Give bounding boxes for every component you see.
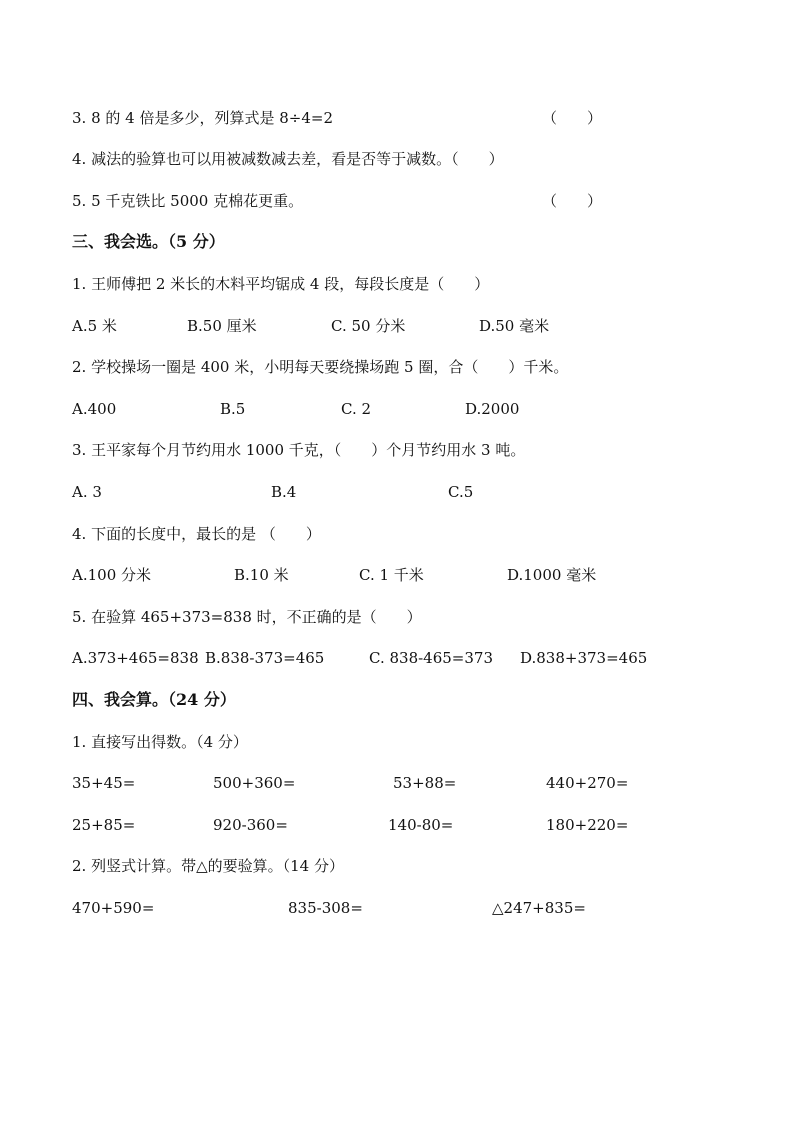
choose-q1-option-a: A.5 米	[72, 317, 117, 335]
choose-q2-option-c: C. 2	[341, 400, 372, 418]
choose-q5-option-d: D.838+373=465	[520, 649, 648, 667]
choose-q2-option-d: D.2000	[465, 400, 520, 418]
vertical-calc-expression: 835-308=	[288, 899, 363, 917]
choose-q3-option-c: C.5	[448, 483, 474, 501]
section-heading-choose: 三、我会选。（5 分）	[72, 232, 225, 251]
choose-q1-option-d: D.50 毫米	[479, 317, 550, 335]
calc-expression: 500+360=	[213, 774, 296, 792]
choose-question-5: 5. 在验算 465+373=838 时，不正确的是（ ）	[72, 608, 422, 626]
section-heading-calc: 四、我会算。（24 分）	[72, 690, 236, 709]
choose-question-3: 3. 王平家每个月节约用水 1000 千克，（ ）个月节约用水 3 吨。	[72, 441, 526, 459]
calc-expression: 440+270=	[546, 774, 629, 792]
judge-item-5: 5. 5 千克铁比 5000 克棉花更重。	[72, 192, 304, 210]
choose-q1-option-c: C. 50 分米	[331, 317, 406, 335]
choose-q3-option-a: A. 3	[72, 483, 102, 501]
choose-q5-option-b: B.838-373=465	[205, 649, 325, 667]
choose-q4-option-a: A.100 分米	[72, 566, 151, 584]
vertical-calc-expression: 470+590=	[72, 899, 155, 917]
choose-q4-option-b: B.10 米	[234, 566, 289, 584]
judge-item-3: 3. 8 的 4 倍是多少，列算式是 8÷4=2	[72, 109, 334, 127]
calc-part2-title: 2. 列竖式计算。带△的要验算。（14 分）	[72, 857, 344, 875]
choose-q2-option-b: B.5	[220, 400, 246, 418]
choose-q4-option-c: C. 1 千米	[359, 566, 424, 584]
choose-question-1: 1. 王师傅把 2 米长的木料平均锯成 4 段，每段长度是（ ）	[72, 275, 490, 293]
choose-q5-option-a: A.373+465=838	[72, 649, 199, 667]
choose-question-4: 4. 下面的长度中，最长的是 （ ）	[72, 525, 321, 543]
choose-q4-option-d: D.1000 毫米	[507, 566, 597, 584]
calc-expression: 180+220=	[546, 816, 629, 834]
calc-part1-title: 1. 直接写出得数。（4 分）	[72, 733, 248, 751]
calc-expression: 35+45=	[72, 774, 136, 792]
choose-question-2: 2. 学校操场一圈是 400 米，小明每天要绕操场跑 5 圈，合（ ）千米。	[72, 358, 569, 376]
choose-q5-option-c: C. 838-465=373	[369, 649, 494, 667]
choose-q2-option-a: A.400	[72, 400, 117, 418]
calc-expression: 53+88=	[393, 774, 457, 792]
vertical-calc-expression: △247+835=	[492, 899, 586, 917]
calc-expression: 140-80=	[388, 816, 454, 834]
choose-q1-option-b: B.50 厘米	[187, 317, 257, 335]
calc-expression: 25+85=	[72, 816, 136, 834]
calc-expression: 920-360=	[213, 816, 288, 834]
answer-paren-5: （ ）	[542, 192, 603, 210]
choose-q3-option-b: B.4	[271, 483, 297, 501]
judge-item-4: 4. 减法的验算也可以用被减数减去差，看是否等于减数。（ ）	[72, 150, 504, 168]
answer-paren-3: （ ）	[542, 109, 603, 127]
